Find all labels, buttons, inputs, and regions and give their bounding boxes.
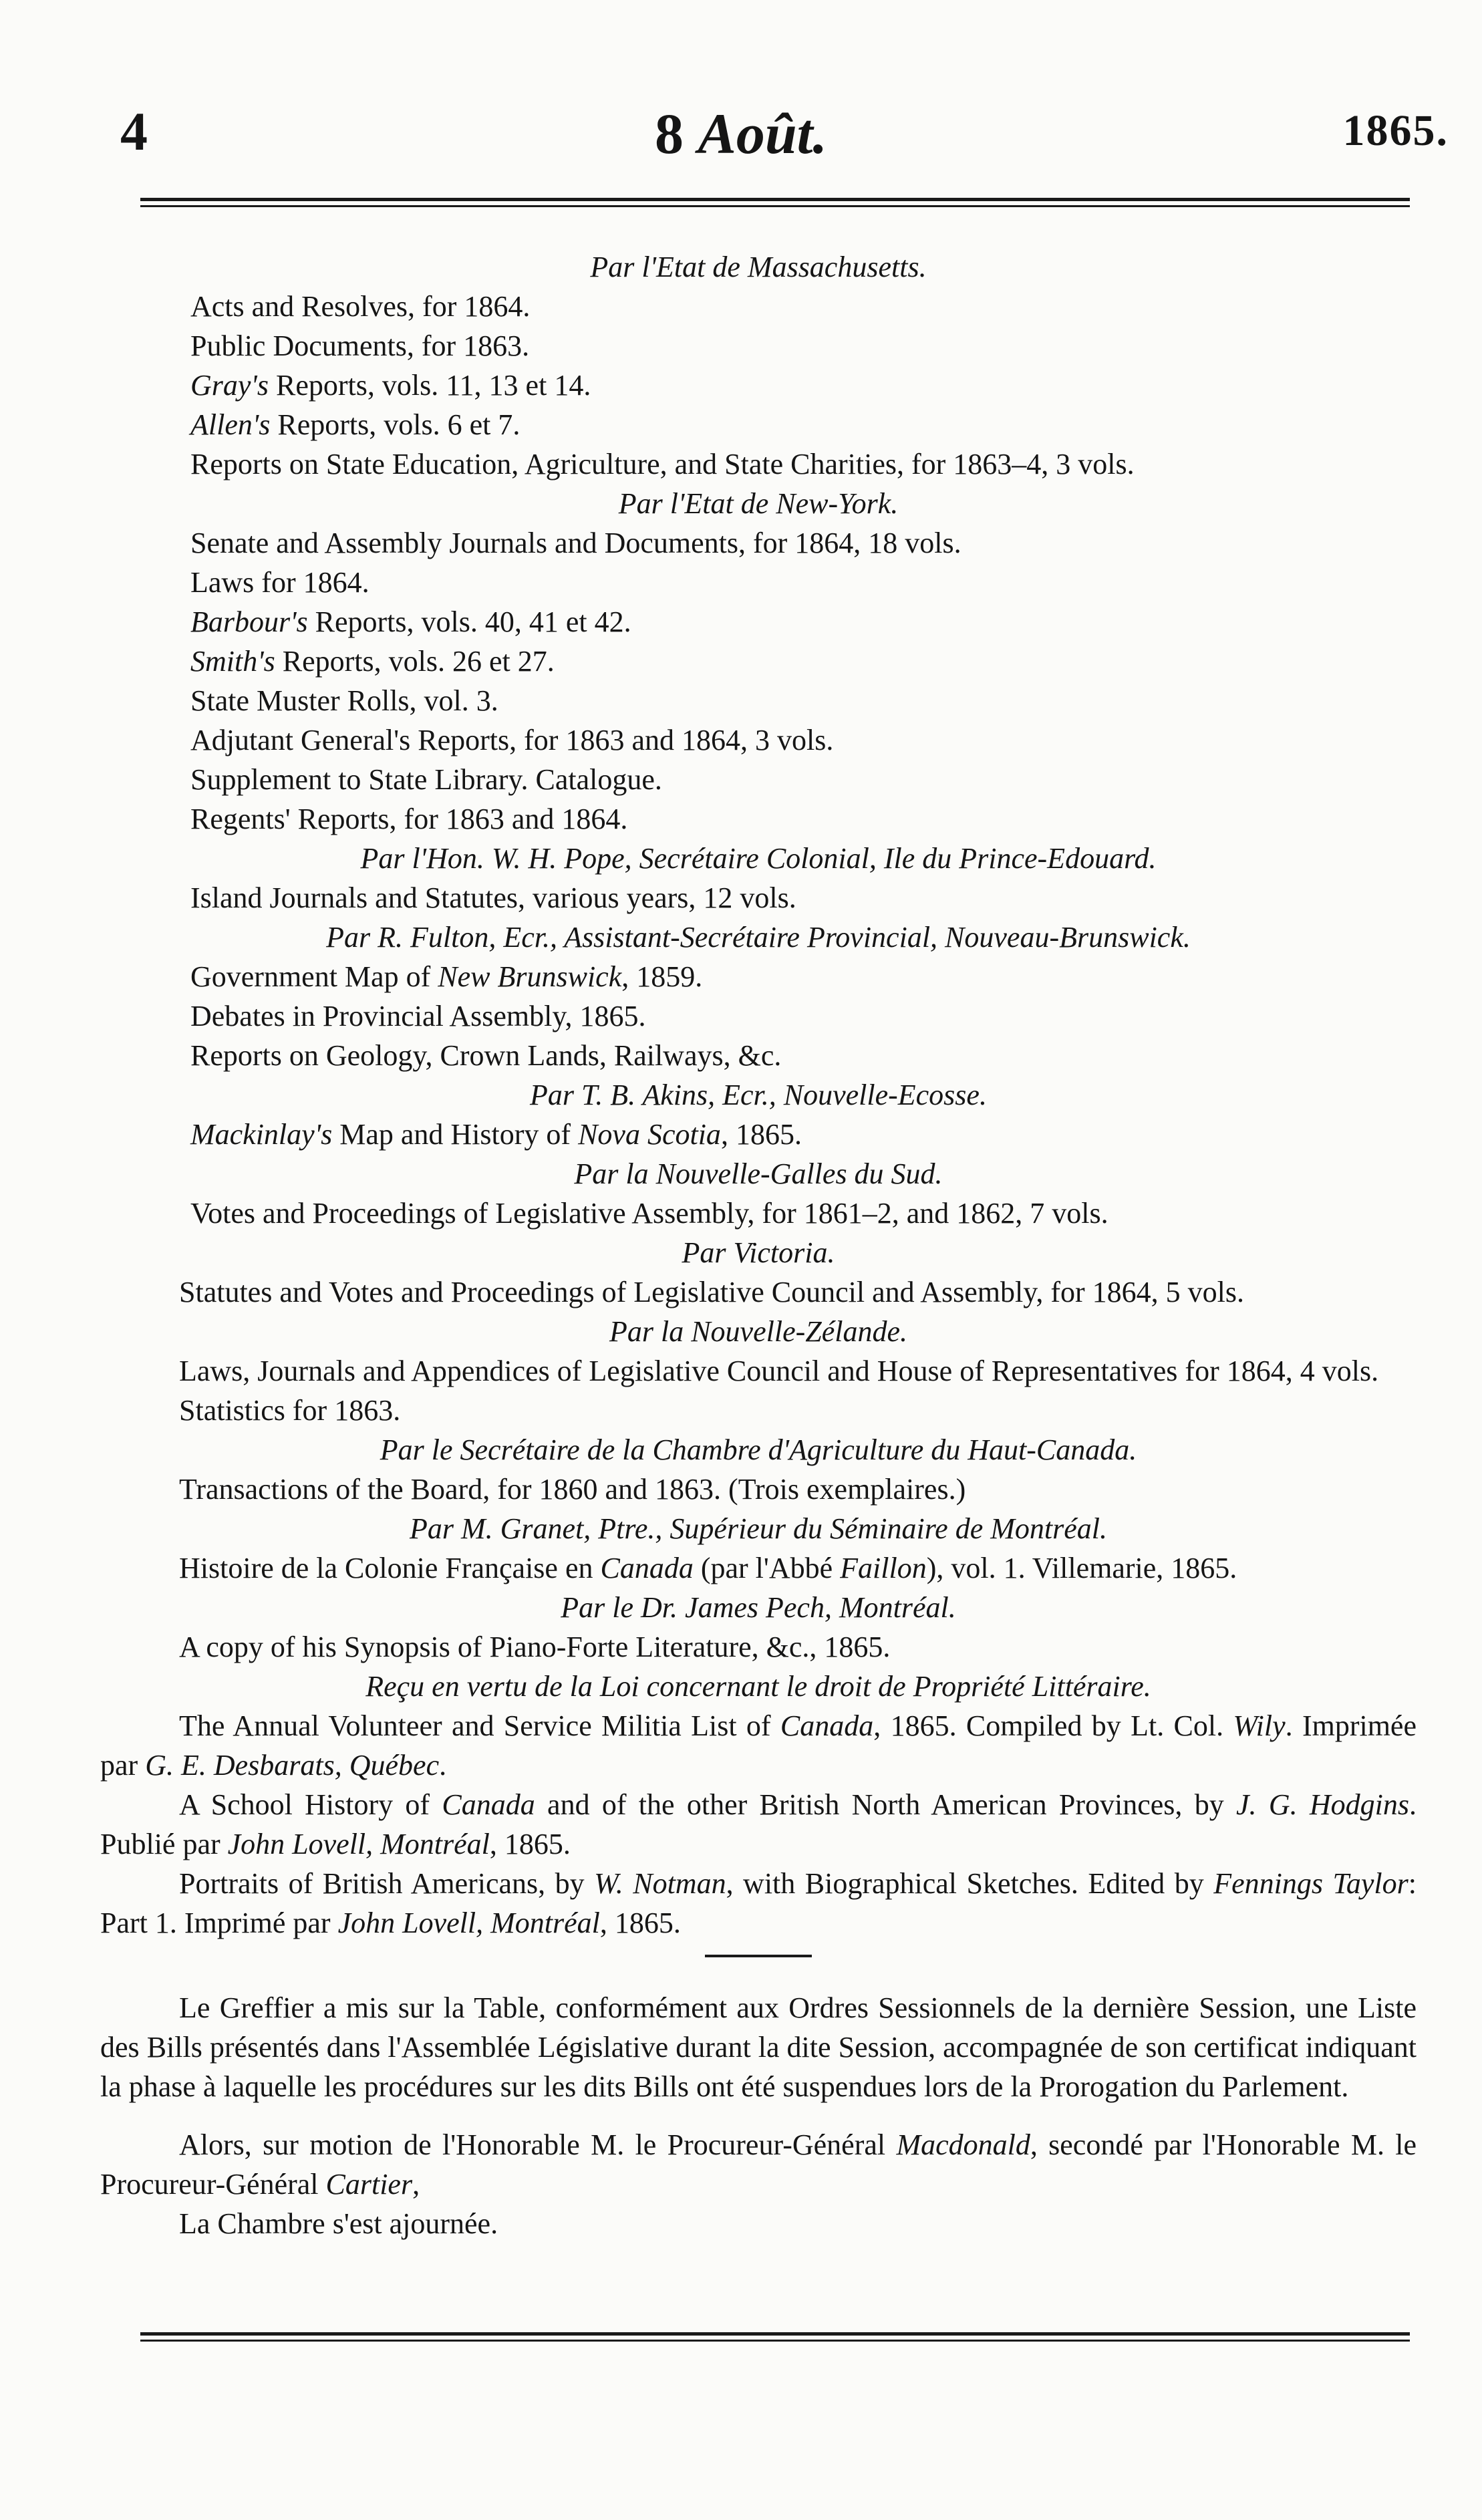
list-item: Mackinlay's Map and History of Nova Scotia, 1865. xyxy=(190,1118,802,1151)
donor-heading: Par la Nouvelle-Zélande. xyxy=(609,1315,907,1348)
section-divider xyxy=(705,1955,812,1957)
list-item: Votes and Proceedings of Legislative Assembly, for 1861–2, and 1862, 7 vols. xyxy=(190,1197,1108,1230)
motion-paragraph: Alors, sur motion de l'Honorable M. le Procureur-Général Macdonald, secondé par l'Honorable M. le Procureur-Général Cartier, xyxy=(100,2128,1417,2201)
donor-heading: Par R. Fulton, Ecr., Assistant-Secrétaire Provincial, Nouveau-Brunswick. xyxy=(326,921,1191,954)
list-item: Reports on Geology, Crown Lands, Railways, &c. xyxy=(190,1039,782,1072)
list-item: A copy of his Synopsis of Piano-Forte Literature, &c., 1865. xyxy=(179,1631,891,1663)
donor-heading: Par Victoria. xyxy=(682,1236,835,1269)
donor-heading: Par le Dr. James Pech, Montréal. xyxy=(561,1591,956,1624)
list-item: Adjutant General's Reports, for 1863 and 1864, 3 vols. xyxy=(190,724,834,756)
date-month: Août. xyxy=(698,102,828,166)
date-day: 8 xyxy=(654,102,684,166)
list-item: Acts and Resolves, for 1864. xyxy=(190,290,531,323)
clerk-paragraph: Le Greffier a mis sur la Table, conformément aux Ordres Sessionnels de la dernière Session, une Liste des Bills présentés dans l'Assemblée Législative durant la dite Session, accompagnée de son certificat indiquant la phase à laquelle les procédures sur les dits Bills ont été suspendues lors de la Prorogation du Parlement. xyxy=(100,1991,1417,2103)
list-item: Debates in Provincial Assembly, 1865. xyxy=(190,1000,646,1032)
list-item: Government Map of New Brunswick, 1859. xyxy=(190,960,703,993)
list-item: Regents' Reports, for 1863 and 1864. xyxy=(190,803,628,835)
list-item: Senate and Assembly Journals and Documents, for 1864, 18 vols. xyxy=(190,527,961,559)
donor-heading: Par T. B. Akins, Ecr., Nouvelle-Ecosse. xyxy=(530,1079,987,1111)
list-item: Allen's Reports, vols. 6 et 7. xyxy=(190,408,521,441)
list-item: Island Journals and Statutes, various years, 12 vols. xyxy=(190,881,796,914)
page-number: 4 xyxy=(120,101,148,162)
list-item: State Muster Rolls, vol. 3. xyxy=(190,684,498,717)
list-item: Public Documents, for 1863. xyxy=(190,329,530,362)
adjournment-line: La Chambre s'est ajournée. xyxy=(179,2207,498,2240)
donor-heading: Par la Nouvelle-Galles du Sud. xyxy=(574,1157,943,1190)
page-date xyxy=(0,100,1482,167)
list-item: A School History of Canada and of the other British North American Provinces, by J. G. Hodgins. Publié par John Lovell, Montréal, 1865. xyxy=(100,1788,1417,1860)
donor-heading: Par l'Hon. W. H. Pope, Secrétaire Colonial, Ile du Prince-Edouard. xyxy=(360,842,1157,875)
footer-rule xyxy=(140,2332,1410,2342)
donor-heading: Par l'Etat de New-York. xyxy=(618,487,899,520)
running-head xyxy=(0,100,1482,174)
list-item: Laws for 1864. xyxy=(190,566,369,599)
list-item: The Annual Volunteer and Service Militia List of Canada, 1865. Compiled by Lt. Col. Wily. Imprimée par G. E. Desbarats, Québec. xyxy=(100,1709,1417,1782)
donor-heading: Par le Secrétaire de la Chambre d'Agriculture du Haut-Canada. xyxy=(380,1433,1137,1466)
list-item: Smith's Reports, vols. 26 et 27. xyxy=(190,645,555,678)
list-item: Histoire de la Colonie Française en Canada (par l'Abbé Faillon), vol. 1. Villemarie, 1865. xyxy=(179,1552,1237,1584)
donor-heading: Par M. Granet, Ptre., Supérieur du Séminaire de Montréal. xyxy=(409,1512,1107,1545)
list-item: Barbour's Reports, vols. 40, 41 et 42. xyxy=(190,605,631,638)
list-item: Supplement to State Library. Catalogue. xyxy=(190,763,662,796)
document-body xyxy=(100,247,1417,2243)
list-item: Portraits of British Americans, by W. Notman, with Biographical Sketches. Edited by Fennings Taylor: Part 1. Imprimé par John Lovell, Montréal, 1865. xyxy=(100,1867,1417,1939)
donor-heading: Par l'Etat de Massachusetts. xyxy=(590,251,927,283)
list-item: Reports on State Education, Agriculture, and State Charities, for 1863–4, 3 vols. xyxy=(190,448,1135,480)
list-item: Statistics for 1863. xyxy=(179,1394,401,1427)
list-item: Laws, Journals and Appendices of Legislative Council and House of Representatives for 1864, 4 vols. xyxy=(179,1355,1379,1387)
list-item: Gray's Reports, vols. 11, 13 et 14. xyxy=(190,369,591,402)
donor-heading: Reçu en vertu de la Loi concernant le droit de Propriété Littéraire. xyxy=(365,1670,1151,1703)
list-item: Transactions of the Board, for 1860 and 1863. (Trois exemplaires.) xyxy=(179,1473,966,1506)
list-item: Statutes and Votes and Proceedings of Legislative Council and Assembly, for 1864, 5 vols. xyxy=(179,1276,1244,1308)
page-year: 1865. xyxy=(1342,106,1449,155)
header-rule xyxy=(140,198,1410,207)
